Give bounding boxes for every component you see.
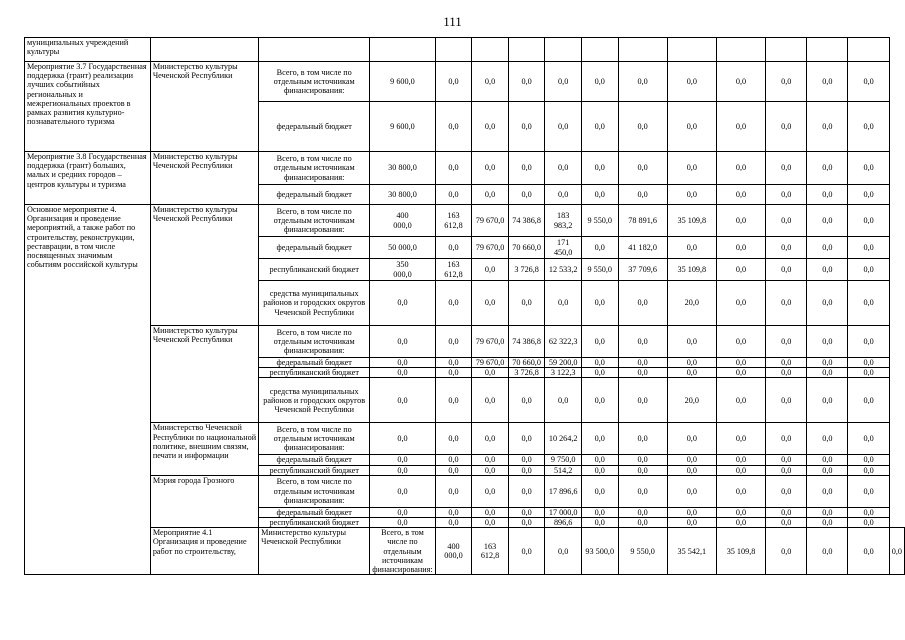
value-cell: 0,0 [508, 475, 545, 507]
value-cell: 0,0 [472, 152, 509, 185]
value-cell: 0,0 [848, 185, 889, 205]
value-cell: 41 182,0 [618, 237, 667, 259]
value-cell: 0,0 [766, 455, 807, 465]
funding-source-cell: Всего, в том числе по отдельным источникам финансирования: [259, 152, 370, 185]
value-cell: 0,0 [618, 281, 667, 326]
value-cell: 0,0 [581, 326, 618, 358]
value-cell: 0,0 [581, 423, 618, 455]
value-cell: 163 612,8 [435, 259, 472, 281]
value-cell: 0,0 [766, 465, 807, 475]
funding-source-cell: федеральный бюджет [259, 102, 370, 152]
funding-source-cell: Всего, в том числе по отдельным источникам финансирования: [259, 423, 370, 455]
funding-source-cell: федеральный бюджет [259, 237, 370, 259]
value-cell: 35 109,8 [667, 205, 716, 237]
value-cell: 0,0 [545, 528, 582, 575]
value-cell: 0,0 [848, 423, 889, 455]
value-cell: 0,0 [472, 102, 509, 152]
value-cell: 30 800,0 [370, 152, 435, 185]
value-cell: 0,0 [581, 62, 618, 102]
value-cell: 0,0 [545, 62, 582, 102]
value-cell: 0,0 [716, 205, 765, 237]
value-cell: 0,0 [435, 423, 472, 455]
value-cell: 0,0 [848, 358, 889, 368]
value-cell: 0,0 [581, 455, 618, 465]
value-cell: 0,0 [370, 423, 435, 455]
executor-cell: Министерство культуры Чеченской Республики [150, 152, 258, 205]
value-cell: 0,0 [807, 358, 848, 368]
value-cell: 0,0 [848, 378, 889, 423]
value-cell: 0,0 [848, 368, 889, 378]
value-cell: 9 550,0 [581, 205, 618, 237]
value-cell: 0,0 [667, 475, 716, 507]
executor-cell [150, 38, 258, 62]
value-cell: 0,0 [472, 517, 509, 527]
executor-cell: Министерство Чеченской Республики по национальной политике, внешним связям, печати и информации [150, 423, 258, 475]
value-cell: 0,0 [508, 102, 545, 152]
value-cell: 0,0 [508, 465, 545, 475]
value-cell: 0,0 [545, 281, 582, 326]
value-cell: 0,0 [716, 475, 765, 507]
value-cell: 37 709,6 [618, 259, 667, 281]
value-cell [807, 38, 848, 62]
value-cell: 0,0 [667, 455, 716, 465]
funding-source-cell: Всего, в том числе по отдельным источникам финансирования: [259, 205, 370, 237]
funding-source-cell: федеральный бюджет [259, 507, 370, 517]
value-cell: 0,0 [807, 475, 848, 507]
value-cell: 0,0 [766, 423, 807, 455]
value-cell: 0,0 [716, 455, 765, 465]
value-cell: 0,0 [508, 507, 545, 517]
value-cell: 79 670,0 [472, 237, 509, 259]
value-cell: 20,0 [667, 281, 716, 326]
executor-cell: Министерство культуры Чеченской Республики [150, 326, 258, 423]
value-cell: 0,0 [667, 185, 716, 205]
value-cell: 0,0 [667, 423, 716, 455]
value-cell: 0,0 [848, 475, 889, 507]
funding-source-cell: федеральный бюджет [259, 185, 370, 205]
value-cell: 0,0 [435, 152, 472, 185]
page-number: 111 [443, 14, 462, 29]
value-cell: 400 000,0 [370, 205, 435, 237]
value-cell: 0,0 [716, 368, 765, 378]
value-cell: 3 726,8 [508, 368, 545, 378]
table-row [25, 326, 905, 358]
funding-source-cell: республиканский бюджет [259, 368, 370, 378]
value-cell: 79 670,0 [472, 326, 509, 358]
value-cell: 0,0 [581, 465, 618, 475]
value-cell: 0,0 [848, 455, 889, 465]
value-cell: 0,0 [472, 368, 509, 378]
value-cell: 0,0 [848, 237, 889, 259]
value-cell: 0,0 [667, 517, 716, 527]
value-cell: 0,0 [581, 152, 618, 185]
value-cell: 17 000,0 [545, 507, 582, 517]
value-cell: 0,0 [370, 507, 435, 517]
value-cell: 78 891,6 [618, 205, 667, 237]
value-cell: 0,0 [766, 152, 807, 185]
value-cell [766, 38, 807, 62]
value-cell: 0,0 [766, 507, 807, 517]
value-cell: 0,0 [435, 475, 472, 507]
value-cell: 0,0 [766, 62, 807, 102]
value-cell: 74 386,8 [508, 205, 545, 237]
table-row [25, 205, 905, 237]
value-cell: 0,0 [848, 102, 889, 152]
funding-source-cell: республиканский бюджет [259, 259, 370, 281]
value-cell: 0,0 [581, 368, 618, 378]
value-cell: 0,0 [848, 528, 889, 575]
value-cell: 0,0 [667, 102, 716, 152]
value-cell: 0,0 [435, 185, 472, 205]
funding-source-cell: средства муниципальных районов и городских округов Чеченской Республики [259, 378, 370, 423]
value-cell: 20,0 [667, 378, 716, 423]
table-row [25, 152, 905, 185]
value-cell: 0,0 [545, 152, 582, 185]
value-cell [667, 38, 716, 62]
value-cell: 0,0 [581, 517, 618, 527]
value-cell: 0,0 [766, 237, 807, 259]
value-cell: 0,0 [472, 465, 509, 475]
value-cell: 0,0 [618, 378, 667, 423]
value-cell: 0,0 [581, 185, 618, 205]
value-cell: 0,0 [370, 475, 435, 507]
table-row [25, 475, 905, 507]
value-cell: 0,0 [848, 507, 889, 517]
value-cell: 0,0 [435, 237, 472, 259]
funding-source-cell: федеральный бюджет [259, 358, 370, 368]
value-cell: 0,0 [766, 205, 807, 237]
financing-table [24, 37, 905, 575]
value-cell [716, 38, 765, 62]
value-cell: 0,0 [618, 368, 667, 378]
value-cell: 0,0 [889, 528, 904, 575]
value-cell: 0,0 [807, 465, 848, 475]
value-cell: 0,0 [508, 517, 545, 527]
value-cell: 0,0 [545, 378, 582, 423]
value-cell: 0,0 [807, 62, 848, 102]
funding-source-cell: Всего, в том числе по отдельным источникам финансирования: [259, 475, 370, 507]
value-cell: 0,0 [545, 102, 582, 152]
value-cell: 0,0 [716, 517, 765, 527]
value-cell: 79 670,0 [472, 205, 509, 237]
value-cell: 0,0 [435, 517, 472, 527]
executor-cell: Министерство культуры Чеченской Республики [150, 62, 258, 152]
value-cell: 0,0 [766, 326, 807, 358]
value-cell: 0,0 [848, 517, 889, 527]
value-cell: 9 750,0 [545, 455, 582, 465]
value-cell: 0,0 [766, 102, 807, 152]
value-cell [435, 38, 472, 62]
value-cell: 0,0 [370, 281, 435, 326]
value-cell: 35 109,8 [716, 528, 765, 575]
value-cell: 0,0 [370, 368, 435, 378]
value-cell: 0,0 [667, 152, 716, 185]
value-cell: 0,0 [370, 455, 435, 465]
event-cell: Мероприятие 4.1 Организация и проведение работ по строительству, [150, 528, 258, 575]
value-cell: 59 200,0 [545, 358, 582, 368]
table-row [25, 423, 905, 455]
value-cell: 0,0 [581, 358, 618, 368]
value-cell [370, 38, 435, 62]
funding-source-cell: Всего, в том числе по отдельным источникам финансирования: [370, 528, 435, 575]
value-cell: 0,0 [370, 465, 435, 475]
value-cell [848, 38, 889, 62]
value-cell [618, 38, 667, 62]
value-cell: 0,0 [618, 152, 667, 185]
value-cell [472, 38, 509, 62]
value-cell: 0,0 [581, 237, 618, 259]
event-cell: Основное мероприятие 4. Организация и проведение мероприятий, а также работ по строительству, реконструкции, реставрации, в том числе посвященных значимым событиям российской культуры [25, 205, 151, 575]
value-cell: 10 264,2 [545, 423, 582, 455]
event-cell: муниципальных учреждений культуры [25, 38, 151, 62]
value-cell: 0,0 [581, 378, 618, 423]
executor-cell: Министерство культуры Чеченской Республики [150, 205, 258, 326]
value-cell: 0,0 [807, 259, 848, 281]
value-cell: 0,0 [618, 475, 667, 507]
table-body [25, 38, 905, 575]
value-cell: 0,0 [370, 326, 435, 358]
value-cell: 30 800,0 [370, 185, 435, 205]
value-cell: 0,0 [508, 281, 545, 326]
value-cell: 0,0 [581, 281, 618, 326]
table-row [25, 528, 905, 575]
value-cell: 0,0 [472, 475, 509, 507]
value-cell: 0,0 [807, 152, 848, 185]
value-cell: 896,6 [545, 517, 582, 527]
value-cell: 0,0 [435, 281, 472, 326]
value-cell: 0,0 [618, 517, 667, 527]
value-cell: 35 109,8 [667, 259, 716, 281]
value-cell: 0,0 [716, 185, 765, 205]
value-cell: 0,0 [508, 62, 545, 102]
value-cell: 0,0 [618, 62, 667, 102]
value-cell: 35 542,1 [667, 528, 716, 575]
value-cell: 17 896,6 [545, 475, 582, 507]
table-row [25, 62, 905, 102]
value-cell: 0,0 [848, 152, 889, 185]
value-cell: 0,0 [435, 358, 472, 368]
value-cell: 0,0 [716, 423, 765, 455]
value-cell: 0,0 [472, 455, 509, 465]
value-cell: 0,0 [370, 358, 435, 368]
funding-source-cell: республиканский бюджет [259, 517, 370, 527]
funding-source-cell: республиканский бюджет [259, 465, 370, 475]
value-cell: 0,0 [472, 62, 509, 102]
value-cell: 0,0 [716, 259, 765, 281]
value-cell: 0,0 [435, 507, 472, 517]
value-cell: 0,0 [472, 185, 509, 205]
value-cell: 0,0 [435, 62, 472, 102]
value-cell: 0,0 [807, 237, 848, 259]
value-cell: 0,0 [472, 259, 509, 281]
value-cell: 400 000,0 [435, 528, 472, 575]
value-cell: 0,0 [716, 281, 765, 326]
value-cell: 0,0 [716, 465, 765, 475]
value-cell: 0,0 [435, 368, 472, 378]
value-cell: 0,0 [545, 185, 582, 205]
value-cell: 0,0 [618, 102, 667, 152]
value-cell [508, 38, 545, 62]
value-cell: 0,0 [766, 517, 807, 527]
value-cell: 70 660,0 [508, 358, 545, 368]
funding-source-cell [259, 38, 370, 62]
value-cell: 3 122,3 [545, 368, 582, 378]
value-cell: 3 726,8 [508, 259, 545, 281]
value-cell: 0,0 [581, 102, 618, 152]
value-cell: 514,2 [545, 465, 582, 475]
value-cell: 9 550,0 [581, 259, 618, 281]
funding-source-cell: средства муниципальных районов и городских округов Чеченской Республики [259, 281, 370, 326]
value-cell: 0,0 [667, 465, 716, 475]
value-cell: 0,0 [716, 152, 765, 185]
value-cell: 0,0 [667, 507, 716, 517]
value-cell: 0,0 [848, 281, 889, 326]
value-cell: 0,0 [848, 62, 889, 102]
value-cell [545, 38, 582, 62]
value-cell: 0,0 [807, 517, 848, 527]
funding-source-cell: Всего, в том числе по отдельным источникам финансирования: [259, 326, 370, 358]
value-cell: 0,0 [807, 423, 848, 455]
value-cell: 0,0 [667, 237, 716, 259]
value-cell: 9 600,0 [370, 62, 435, 102]
value-cell: 0,0 [435, 102, 472, 152]
value-cell: 0,0 [766, 475, 807, 507]
value-cell: 9 600,0 [370, 102, 435, 152]
value-cell: 0,0 [472, 378, 509, 423]
value-cell: 0,0 [716, 62, 765, 102]
value-cell: 0,0 [766, 185, 807, 205]
value-cell: 0,0 [667, 368, 716, 378]
value-cell: 0,0 [618, 326, 667, 358]
funding-source-cell: федеральный бюджет [259, 455, 370, 465]
value-cell: 0,0 [716, 378, 765, 423]
value-cell: 0,0 [618, 185, 667, 205]
value-cell: 0,0 [807, 507, 848, 517]
value-cell: 0,0 [508, 423, 545, 455]
value-cell: 0,0 [807, 528, 848, 575]
value-cell: 0,0 [472, 423, 509, 455]
value-cell: 0,0 [716, 358, 765, 368]
value-cell: 183 983,2 [545, 205, 582, 237]
value-cell: 0,0 [716, 102, 765, 152]
value-cell: 0,0 [766, 259, 807, 281]
value-cell: 12 533,2 [545, 259, 582, 281]
executor-cell: Министерство культуры Чеченской Республики [259, 528, 370, 575]
value-cell: 0,0 [766, 281, 807, 326]
value-cell: 0,0 [807, 185, 848, 205]
value-cell: 0,0 [848, 205, 889, 237]
value-cell: 0,0 [807, 455, 848, 465]
value-cell: 0,0 [618, 358, 667, 368]
value-cell: 0,0 [766, 378, 807, 423]
value-cell: 74 386,8 [508, 326, 545, 358]
value-cell: 0,0 [848, 326, 889, 358]
value-cell: 163 612,8 [435, 205, 472, 237]
value-cell [581, 38, 618, 62]
value-cell: 0,0 [807, 326, 848, 358]
value-cell: 0,0 [435, 378, 472, 423]
value-cell: 0,0 [618, 465, 667, 475]
funding-source-cell: Всего, в том числе по отдельным источникам финансирования: [259, 62, 370, 102]
table-row [25, 38, 905, 62]
value-cell: 0,0 [807, 378, 848, 423]
value-cell: 93 500,0 [581, 528, 618, 575]
value-cell: 0,0 [848, 259, 889, 281]
value-cell: 0,0 [508, 528, 545, 575]
value-cell: 0,0 [472, 281, 509, 326]
value-cell: 0,0 [508, 378, 545, 423]
value-cell: 70 660,0 [508, 237, 545, 259]
value-cell: 0,0 [716, 326, 765, 358]
value-cell: 0,0 [581, 475, 618, 507]
value-cell: 350 000,0 [370, 259, 435, 281]
value-cell: 0,0 [508, 152, 545, 185]
value-cell: 0,0 [667, 62, 716, 102]
value-cell: 0,0 [618, 507, 667, 517]
value-cell: 0,0 [435, 326, 472, 358]
value-cell: 0,0 [766, 528, 807, 575]
value-cell: 163 612,8 [472, 528, 509, 575]
value-cell: 50 000,0 [370, 237, 435, 259]
value-cell: 0,0 [807, 205, 848, 237]
value-cell: 0,0 [766, 358, 807, 368]
value-cell: 79 670,0 [472, 358, 509, 368]
value-cell: 0,0 [472, 507, 509, 517]
value-cell: 0,0 [508, 455, 545, 465]
value-cell: 0,0 [848, 465, 889, 475]
value-cell: 0,0 [618, 455, 667, 465]
value-cell: 0,0 [667, 358, 716, 368]
value-cell: 0,0 [807, 368, 848, 378]
value-cell: 0,0 [370, 378, 435, 423]
event-cell: Мероприятие 3.8 Государственная поддержка (грант) больших, малых и средних городов – центров культуры и туризма [25, 152, 151, 205]
value-cell: 0,0 [716, 237, 765, 259]
value-cell: 0,0 [807, 102, 848, 152]
value-cell: 0,0 [435, 455, 472, 465]
value-cell: 171 450,0 [545, 237, 582, 259]
value-cell: 9 550,0 [618, 528, 667, 575]
value-cell: 0,0 [618, 423, 667, 455]
value-cell: 0,0 [766, 368, 807, 378]
event-cell: Мероприятие 3.7 Государственная поддержка (грант) реализации лучших событийных региональных и межрегиональных проектов в рамках развития культурно-познавательного туризма [25, 62, 151, 152]
value-cell: 0,0 [667, 326, 716, 358]
value-cell: 0,0 [508, 185, 545, 205]
value-cell: 0,0 [370, 517, 435, 527]
value-cell: 0,0 [435, 465, 472, 475]
value-cell: 62 322,3 [545, 326, 582, 358]
value-cell: 0,0 [581, 507, 618, 517]
executor-cell: Мэрия города Грозного [150, 475, 258, 527]
value-cell: 0,0 [807, 281, 848, 326]
value-cell: 0,0 [716, 507, 765, 517]
